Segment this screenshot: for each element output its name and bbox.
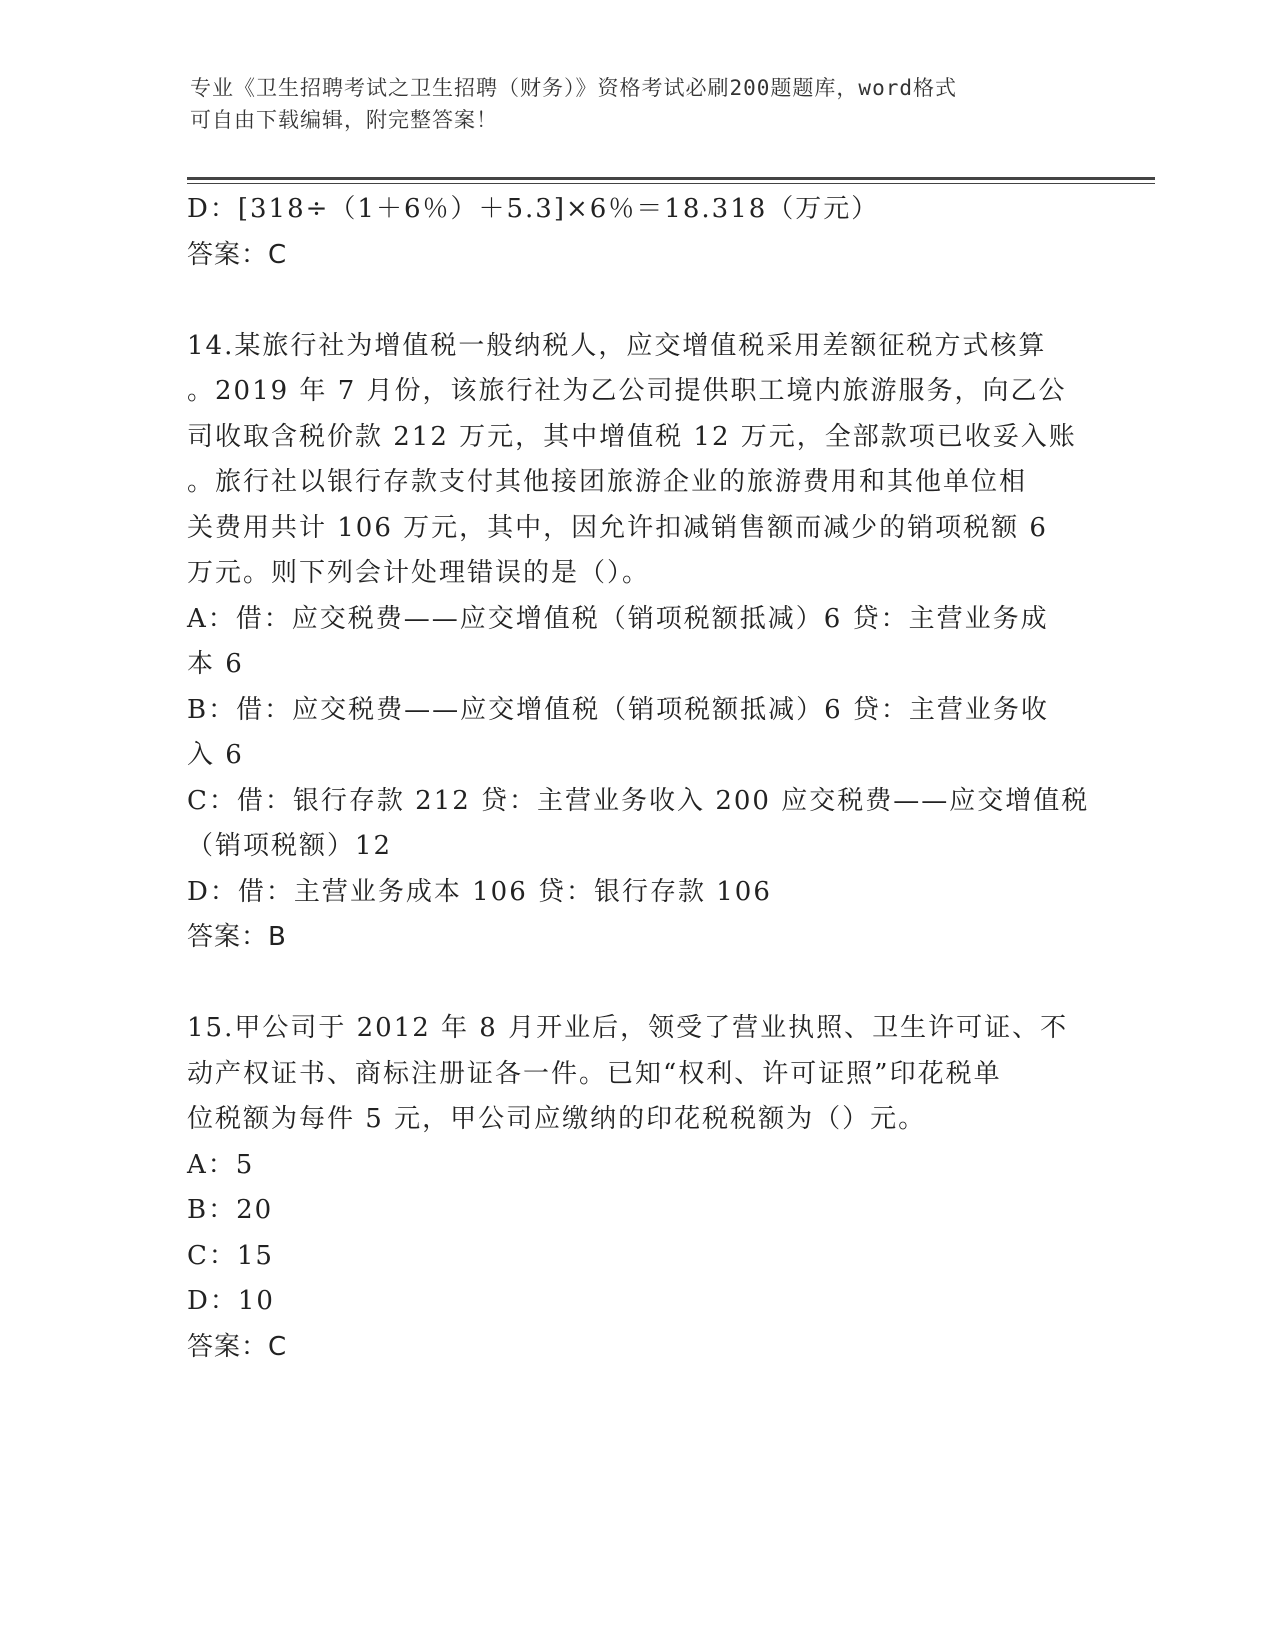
question-14 — [187, 324, 1090, 961]
q15-answer: 答案：C — [187, 1331, 288, 1362]
q15-stem-line: 动产权证书、商标注册证各一件。已知“权利、许可证照”印花税单 — [187, 1058, 1002, 1089]
q15-option-d: D：10 — [187, 1286, 275, 1316]
q14-option-a: A：借：应交税费——应交增值税（销项税额抵减）6 贷：主营业务成 — [187, 603, 1049, 634]
question-15 — [187, 1006, 1087, 1370]
q14-option-a-cont: 本 6 — [187, 649, 244, 679]
header-divider-thin — [187, 183, 1155, 184]
q14-option-b-cont: 入 6 — [187, 740, 244, 770]
q14-option-c: C：借：银行存款 212 贷：主营业务收入 200 应交税费——应交增值税 — [187, 785, 1090, 816]
q14-stem-line: 司收取含税价款 212 万元，其中增值税 12 万元，全部款项已收妥入账 — [187, 421, 1077, 452]
q14-stem-line: 。旅行社以银行存款支付其他接团旅游企业的旅游费用和其他单位相 — [187, 467, 1028, 497]
spacer — [187, 961, 1087, 1007]
prev-answer: 答案：C — [187, 239, 288, 270]
q14-answer: 答案：B — [187, 922, 287, 952]
page-content — [187, 187, 1090, 1370]
spacer — [187, 278, 1087, 324]
q14-option-c-cont: （销项税额）12 — [187, 831, 393, 861]
q15-stem-line: 位税额为每件 5 元，甲公司应缴纳的印花税税额为（）元。 — [187, 1104, 927, 1134]
q14-stem-line: 万元。则下列会计处理错误的是（）。 — [187, 558, 651, 588]
q15-option-b: B：20 — [187, 1195, 274, 1225]
q15-option-a: A：5 — [187, 1149, 255, 1180]
prev-option-d: D：[318÷（1＋6％）＋5.3]×6％＝18.318（万元） — [187, 194, 880, 224]
q14-stem-line: 关费用共计 106 万元，其中，因允许扣减销售额而减少的销项税额 6 — [187, 512, 1048, 543]
q14-stem-line: 。2019 年 7 月份，该旅行社为乙公司提供职工境内旅游服务，向乙公 — [187, 376, 1067, 406]
header-divider-thick — [187, 177, 1155, 180]
previous-question-tail — [187, 187, 1087, 278]
header-line-2: 可自由下载编辑，附完整答案！ — [190, 108, 498, 132]
q15-option-c: C：15 — [187, 1240, 274, 1271]
q14-stem-line: 14.某旅行社为增值税一般纳税人，应交增值税采用差额征税方式核算 — [187, 330, 1047, 361]
document-header — [190, 72, 1070, 136]
q15-stem-line: 15.甲公司于 2012 年 8 月开业后，领受了营业执照、卫生许可证、不 — [187, 1013, 1069, 1043]
header-line-1: 专业《卫生招聘考试之卫生招聘（财务）》资格考试必刷200题题库，word格式 — [190, 76, 957, 100]
q14-option-d: D：借：主营业务成本 106 贷：银行存款 106 — [187, 876, 772, 907]
q14-option-b: B：借：应交税费——应交增值税（销项税额抵减）6 贷：主营业务收 — [187, 694, 1049, 725]
